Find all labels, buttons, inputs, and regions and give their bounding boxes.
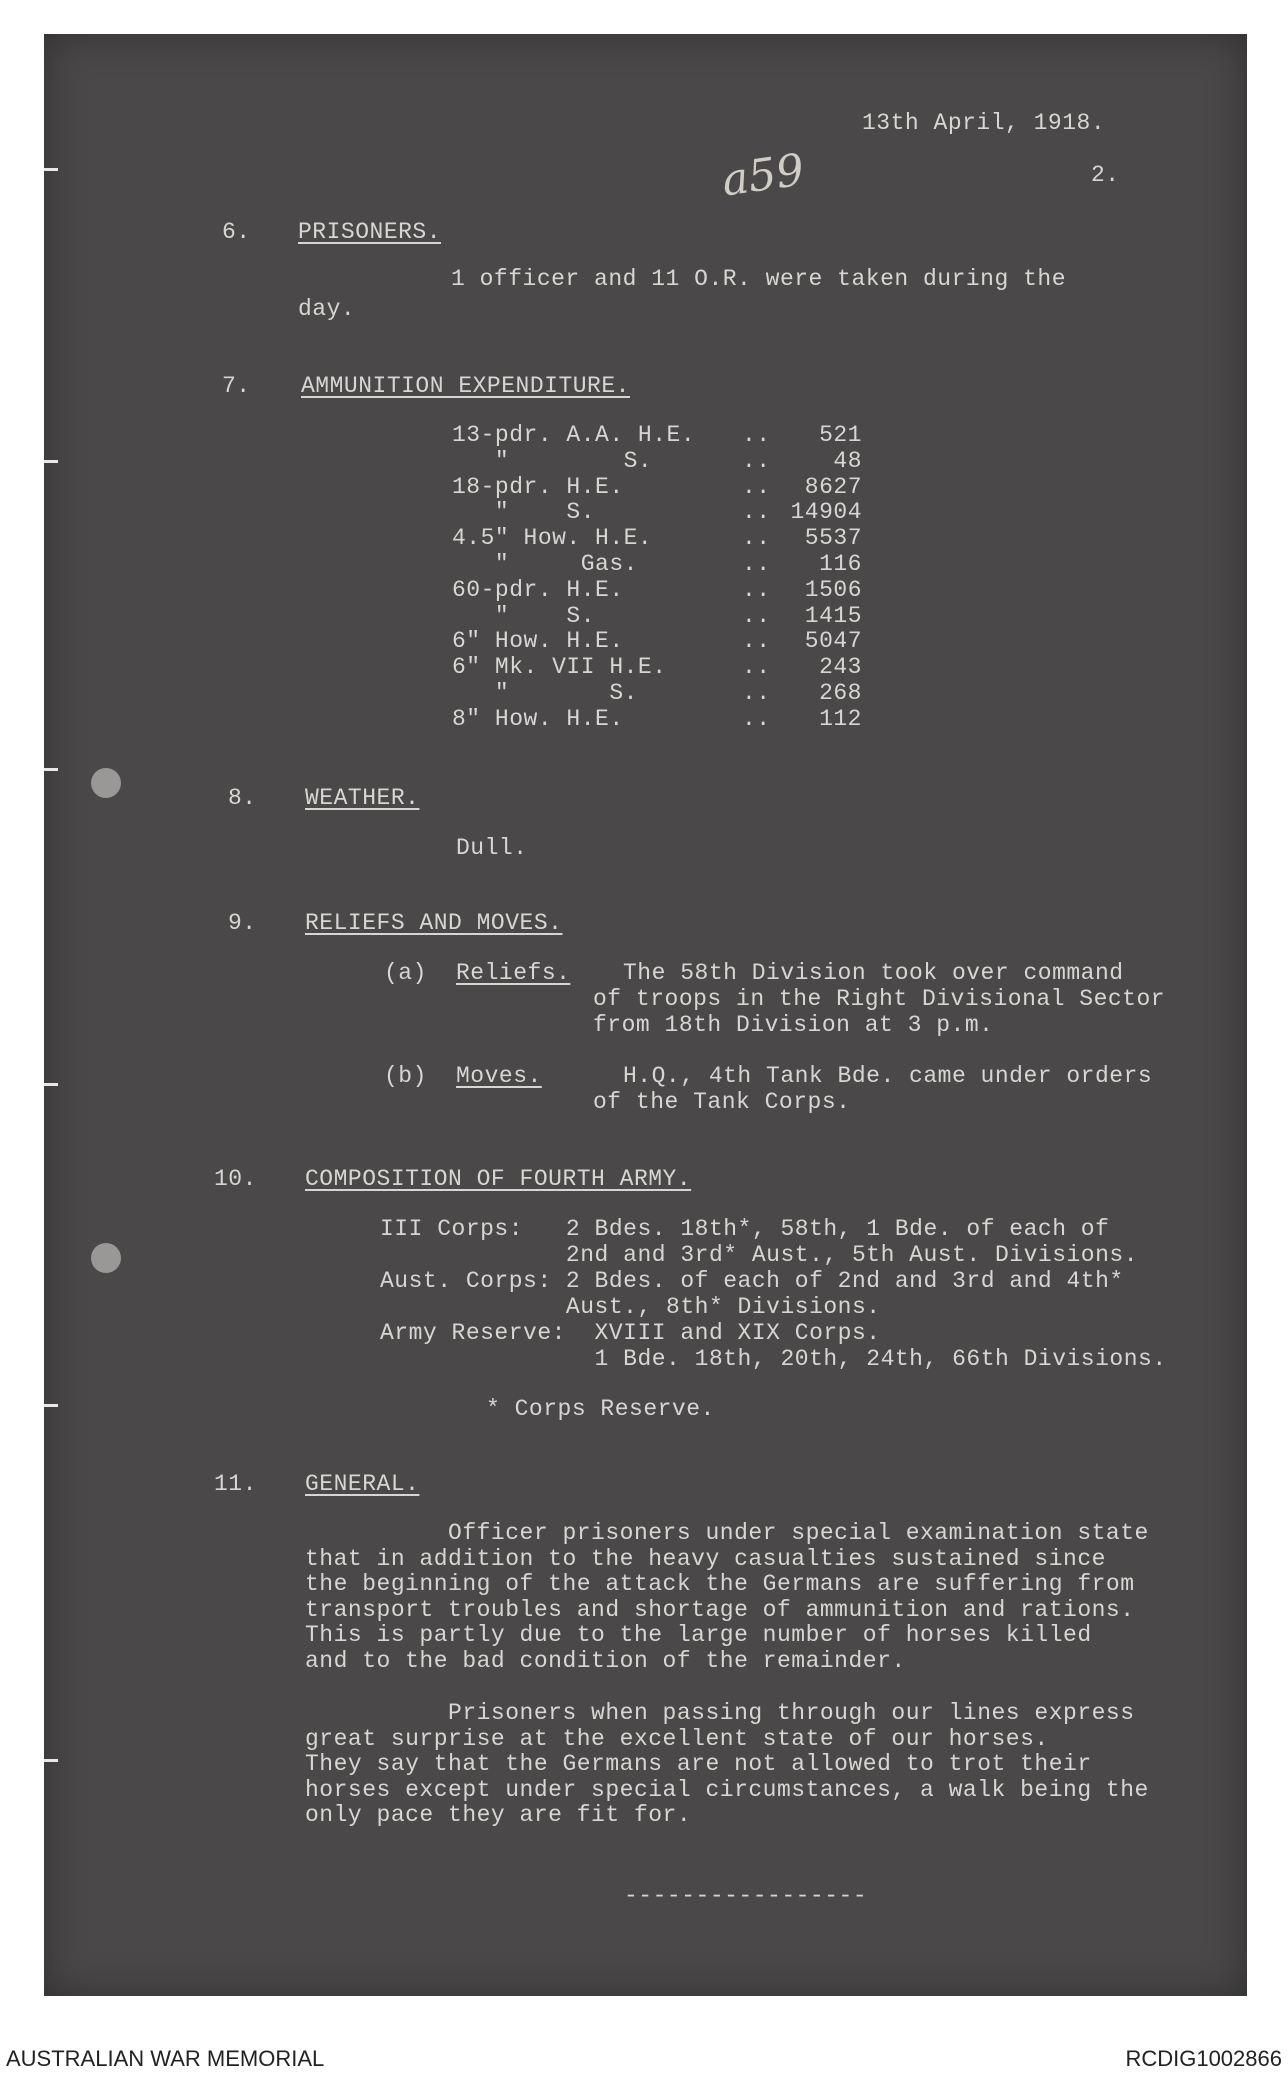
ammo-leader-dots: ..: [742, 705, 771, 732]
ammo-label: 60-pdr. H.E.: [452, 576, 624, 603]
ammo-leader-dots: ..: [742, 447, 771, 474]
composition-line: III Corps: 2 Bdes. 18th*, 58th, 1 Bde. of each of: [380, 1216, 1110, 1242]
section-heading: AMMUNITION EXPENDITURE.: [301, 373, 630, 399]
binding-mark: [44, 1083, 58, 1086]
binding-mark: [44, 460, 58, 463]
ammo-leader-dots: ..: [742, 422, 771, 448]
ammo-label: " S.: [452, 602, 596, 629]
ammo-value: 243: [819, 654, 862, 681]
page-number: 2.: [1091, 162, 1120, 188]
section-heading: COMPOSITION OF FOURTH ARMY.: [305, 1166, 692, 1192]
footnote: * Corps Reserve.: [486, 1396, 715, 1422]
paragraph-line: This is partly due to the large number of horses killed: [305, 1622, 1092, 1649]
document-date: 13th April, 1918.: [862, 110, 1106, 136]
section-number: 9.: [228, 910, 257, 936]
ammo-label: " S.: [452, 447, 653, 474]
ammo-label: 8" How. H.E.: [452, 705, 624, 732]
ammo-leader-dots: ..: [742, 576, 771, 603]
paragraph-line: only pace they are fit for.: [305, 1802, 692, 1829]
ammo-label: 13-pdr. A.A. H.E.: [452, 422, 696, 448]
ammo-value: 521: [819, 422, 862, 448]
paragraph-line: of the Tank Corps.: [593, 1089, 851, 1115]
paragraph-line: of troops in the Right Divisional Sector: [593, 986, 1166, 1012]
ammo-label: 6" Mk. VII H.E.: [452, 654, 667, 681]
ammo-label: " Gas.: [452, 551, 638, 577]
ammo-label: 6" How. H.E.: [452, 628, 624, 655]
paragraph-line: transport troubles and shortage of ammunition and rations.: [305, 1596, 1135, 1623]
subsection-label: Reliefs.: [456, 960, 571, 986]
section-number: 11.: [214, 1471, 257, 1497]
binding-mark: [44, 768, 58, 771]
ammo-leader-dots: ..: [742, 680, 771, 706]
ammo-leader-dots: ..: [742, 628, 771, 655]
ammo-value: 116: [819, 551, 862, 577]
ammo-leader-dots: ..: [742, 654, 771, 681]
section-heading: PRISONERS.: [298, 219, 442, 245]
ammo-leader-dots: ..: [742, 499, 771, 526]
ammo-label: " S.: [452, 680, 638, 706]
paragraph-line: the beginning of the attack the Germans are suffering from: [305, 1571, 1135, 1598]
ammo-leader-dots: ..: [742, 525, 771, 552]
handwritten-note: a59: [718, 144, 808, 207]
paragraph-line: and to the bad condition of the remainder.: [305, 1648, 906, 1674]
record-id: RCDIG1002866: [1125, 2046, 1282, 2071]
section-number: 6.: [222, 219, 251, 245]
paragraph-line: that in addition to the heavy casualties sustained since: [305, 1545, 1106, 1572]
subsection-label: Moves.: [456, 1063, 542, 1089]
composition-line: Aust., 8th* Divisions.: [380, 1294, 881, 1320]
paragraph-line: from 18th Division at 3 p.m.: [593, 1012, 994, 1038]
ammo-value: 112: [819, 705, 862, 732]
ammo-value: 48: [833, 447, 862, 474]
paragraph-line: H.Q., 4th Tank Bde. came under orders: [623, 1063, 1153, 1089]
paragraph-line: day.: [298, 296, 356, 322]
ammo-value: 14904: [790, 499, 862, 526]
ammo-value: 1506: [804, 576, 862, 603]
ammo-value: 5537: [804, 525, 862, 552]
paragraph-line: The 58th Division took over command: [623, 960, 1124, 986]
section-heading: RELIEFS AND MOVES.: [305, 910, 563, 936]
ammo-leader-dots: ..: [742, 473, 771, 500]
ammo-value: 268: [819, 680, 862, 706]
ammo-label: 18-pdr. H.E.: [452, 473, 624, 500]
paragraph-line: 1 officer and 11 O.R. were taken during the: [451, 266, 1066, 292]
composition-line: Aust. Corps: 2 Bdes. of each of 2nd and 3rd and 4th*: [380, 1268, 1124, 1294]
subsection-marker: (a): [384, 960, 427, 986]
punch-hole: [91, 1243, 121, 1273]
subsection-marker: (b): [384, 1063, 427, 1089]
binding-mark: [44, 1759, 58, 1762]
binding-mark: [44, 168, 58, 171]
ammo-label: 4.5" How. H.E.: [452, 525, 653, 552]
ammo-label: " S.: [452, 499, 596, 526]
composition-line: 1 Bde. 18th, 20th, 24th, 66th Divisions.: [380, 1346, 1167, 1372]
paragraph-line: great surprise at the excellent state of our horses.: [305, 1725, 1049, 1752]
section-heading: GENERAL.: [305, 1471, 420, 1497]
paragraph-line: horses except under special circumstances, a walk being the: [305, 1776, 1149, 1803]
paragraph-line: Dull.: [456, 835, 528, 861]
ammo-leader-dots: ..: [742, 602, 771, 629]
ammo-leader-dots: ..: [742, 551, 771, 577]
paragraph-line: Prisoners when passing through our lines express: [305, 1700, 1135, 1726]
punch-hole: [91, 768, 121, 798]
composition-line: Army Reserve: XVIII and XIX Corps.: [380, 1320, 881, 1346]
section-number: 7.: [222, 373, 251, 399]
paragraph-line: They say that the Germans are not allowed to trot their: [305, 1751, 1092, 1778]
ammo-value: 1415: [804, 602, 862, 629]
ammo-value: 5047: [804, 628, 862, 655]
closing-rule: -----------------: [624, 1883, 868, 1909]
section-heading: WEATHER.: [305, 785, 420, 811]
section-number: 8.: [228, 785, 257, 811]
section-number: 10.: [214, 1166, 257, 1192]
ammo-value: 8627: [804, 473, 862, 500]
archive-credit: AUSTRALIAN WAR MEMORIAL: [6, 2046, 325, 2071]
binding-mark: [44, 1404, 58, 1407]
composition-line: 2nd and 3rd* Aust., 5th Aust. Divisions.: [380, 1242, 1139, 1268]
paragraph-line: Officer prisoners under special examination state: [305, 1520, 1149, 1546]
